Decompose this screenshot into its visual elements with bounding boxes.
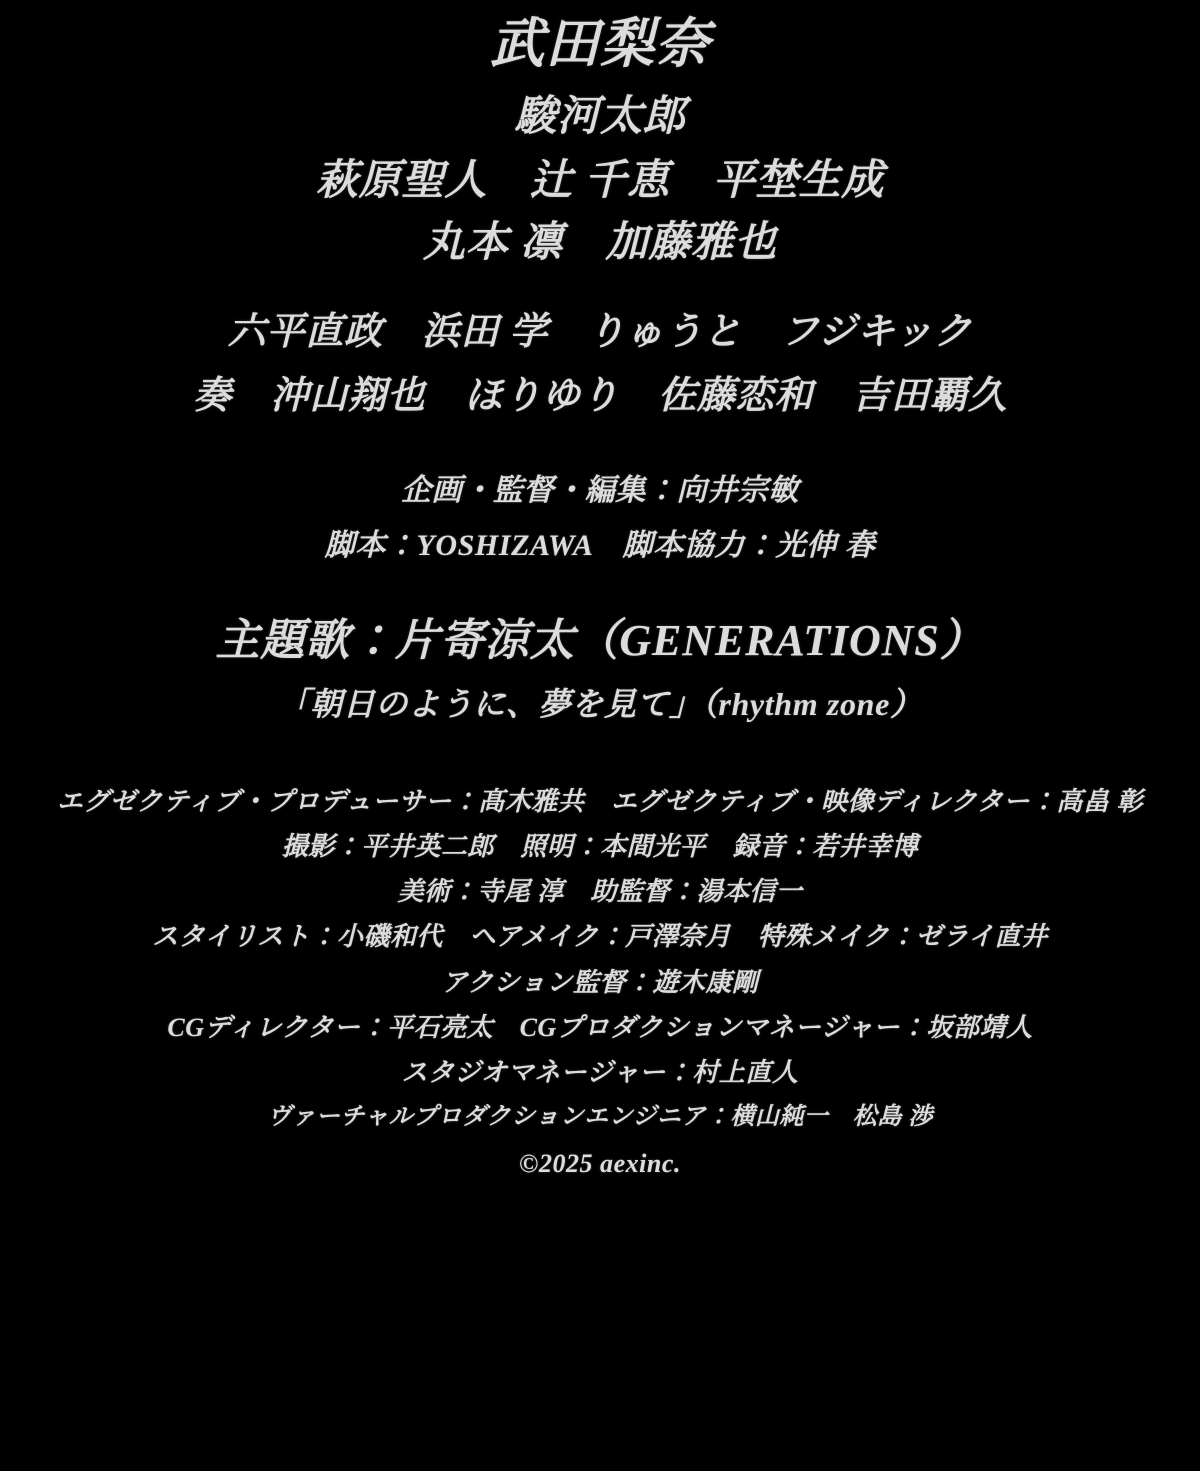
theme-song-artist: 主題歌：片寄涼太（GENERATIONS） [215,615,985,665]
theme-song-title: 「朝日のように、夢を見て」（rhythm zone） [277,685,923,722]
crew-credit-cg: CGディレクター：平石亮太 CGプロダクションマネージャー：坂部靖人 [167,1013,1033,1043]
cast-lead-1: 武田梨奈 [489,14,711,74]
staff-director-credit: 企画・監督・編集：向井宗敏 [401,473,799,507]
crew-credit-producer: エグゼクティブ・プロデューサー：髙木雅共 エグゼクティブ・映像ディレクター：高畠 彰 [56,786,1144,816]
crew-credit-virtual-production: ヴァーチャルプロダクションエンジニア：横山純一 松島 渉 [267,1103,933,1130]
crew-credit-art: 美術：寺尾 淳 助監督：湯本信一 [397,877,803,907]
cast-lead-4: 丸本 凛 加藤雅也 [422,219,778,266]
staff-screenplay-credit: 脚本：YOSHIZAWA 脚本協力：光伸 春 [324,529,876,563]
crew-credit-action: アクション監督：遊木康剛 [441,967,759,997]
cast-lead-2: 駿河太郎 [514,93,686,140]
cast-supporting-1: 六平直政 浜田 学 りゅうと フジキック [227,310,973,353]
cast-supporting-2: 奏 沖山翔也 ほりゆり 佐藤恋和 吉田覇久 [193,374,1007,417]
copyright-notice: ©2025 aexinc. [519,1148,681,1178]
crew-credit-camera: 撮影：平井英二郎 照明：本間光平 録音：若井幸博 [281,831,919,861]
crew-credit-studio-manager: スタジオマネージャー：村上直人 [401,1058,799,1088]
cast-lead-3: 萩原聖人 辻 千恵 平埜生成 [315,157,885,204]
crew-credit-stylist: スタイリスト：小磯和代 ヘアメイク：戸澤奈月 特殊メイク：ゼライ直井 [152,922,1048,952]
